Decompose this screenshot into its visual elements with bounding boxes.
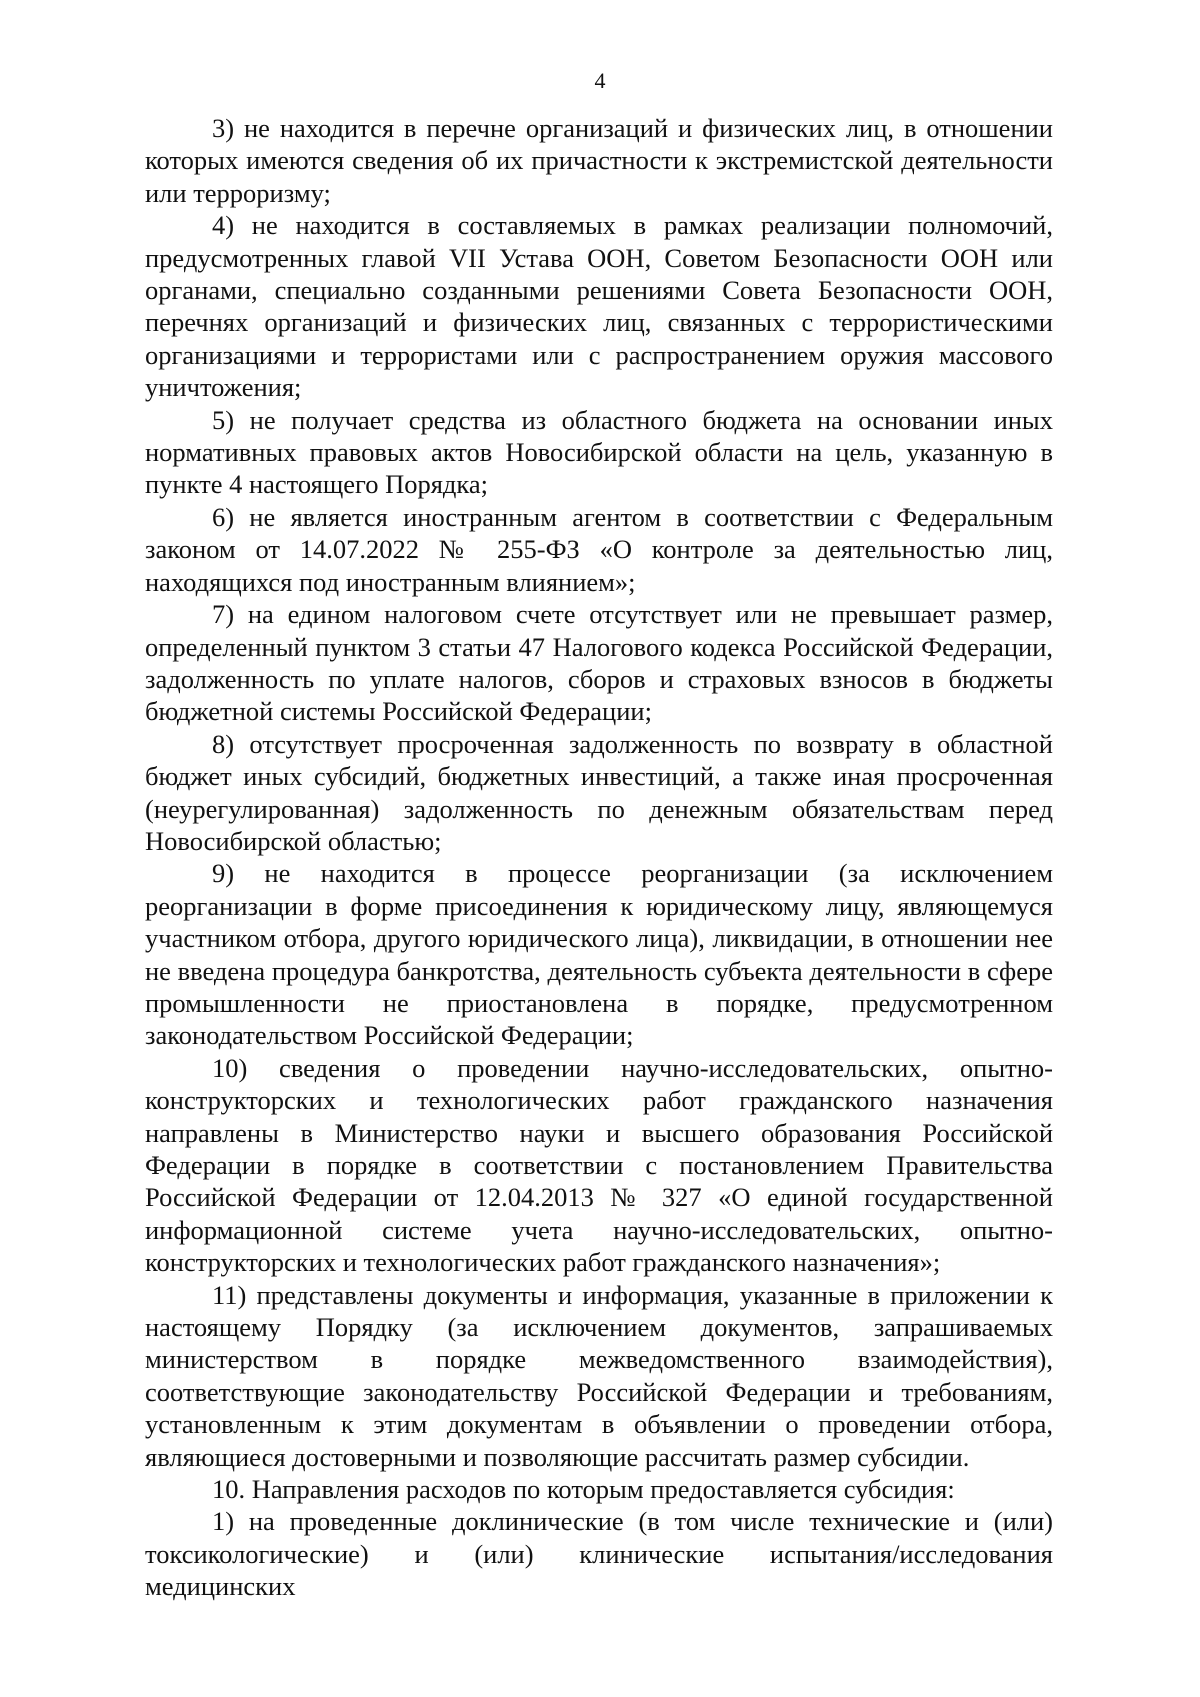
document-body (145, 112, 1053, 1603)
paragraph-item-7: 7) на едином налоговом счете отсутствует или не превышает размер, определенный пунктом 3 статьи 47 Налогового кодекса Российской Федерации, задолженность по уплате налогов, сборов и страховых взносов в бюджеты бюджетной системы Российской Федерации; (145, 599, 1053, 727)
paragraph-item-11: 11) представлены документы и информация, указанные в приложении к настоящему Порядку (за исключением документов, запрашиваемых министерством в порядке межведомственного взаимодействия), соответствующие законодательству Российской Федерации и требованиям, установленным к этим документам в объявлении о проведении отбора, являющиеся достоверными и позволяющие рассчитать размер субсидии. (145, 1279, 1053, 1472)
paragraph-item-3: 3) не находится в перечне организаций и физических лиц, в отношении которых имеются сведения об их причастности к экстремистской деятельности или терроризму; (145, 113, 1053, 208)
paragraph-item-4: 4) не находится в составляемых в рамках реализации полномочий, предусмотренных главой VII Устава ООН, Советом Безопасности ООН или органами, специально созданными решениями Совета Безопасности ООН, перечнях организаций и физических лиц, связанных с террористическими организациями и террористами или с распространением оружия массового уничтожения; (145, 210, 1053, 403)
paragraph-item-6: 6) не является иностранным агентом в соответствии с Федеральным законом от 14.07.2022 № 255-ФЗ «О контроле за деятельностью лиц, находящихся под иностранным влиянием»; (145, 501, 1053, 597)
paragraph-item-10: 10) сведения о проведении научно-исследовательских, опытно-конструкторских и технологических работ гражданского назначения направлены в Министерство науки и высшего образования Российской Федерации в порядке в соответствии с постановлением Правительства Российской Федерации от 12.04.2013 № 327 «О единой государственной информационной системе учета научно-исследовательских, опытно-конструкторских и технологических работ гражданского назначения»; (145, 1052, 1053, 1278)
section-10-heading: 10. Направления расходов по которым предоставляется субсидия: (212, 1474, 955, 1505)
paragraph-item-8: 8) отсутствует просроченная задолженность по возврату в областной бюджет иных субсидий, бюджетных инвестиций, а также иная просроченная (неурегулированная) задолженность по денежным обязательствам перед Новосибирской областью; (145, 728, 1053, 856)
paragraph-item-9: 9) не находится в процессе реорганизации (за исключением реорганизации в форме присоединения к юридическому лицу, являющемуся участником отбора, другого юридического лица), ликвидации, в отношении нее не введена процедура банкротства, деятельность субъекта деятельности в сфере промышленности не приостановлена в порядке, предусмотренном законодательством Российской Федерации; (145, 858, 1053, 1051)
section-10-item-1: 1) на проведенные доклинические (в том числе технические и (или) токсикологические) и (или) клинические испытания/исследования медицинских (145, 1506, 1053, 1602)
page-number: 4 (594, 68, 606, 93)
paragraph-item-5: 5) не получает средства из областного бюджета на основании иных нормативных правовых актов Новосибирской области на цель, указанную в пункте 4 настоящего Порядка; (145, 404, 1053, 500)
